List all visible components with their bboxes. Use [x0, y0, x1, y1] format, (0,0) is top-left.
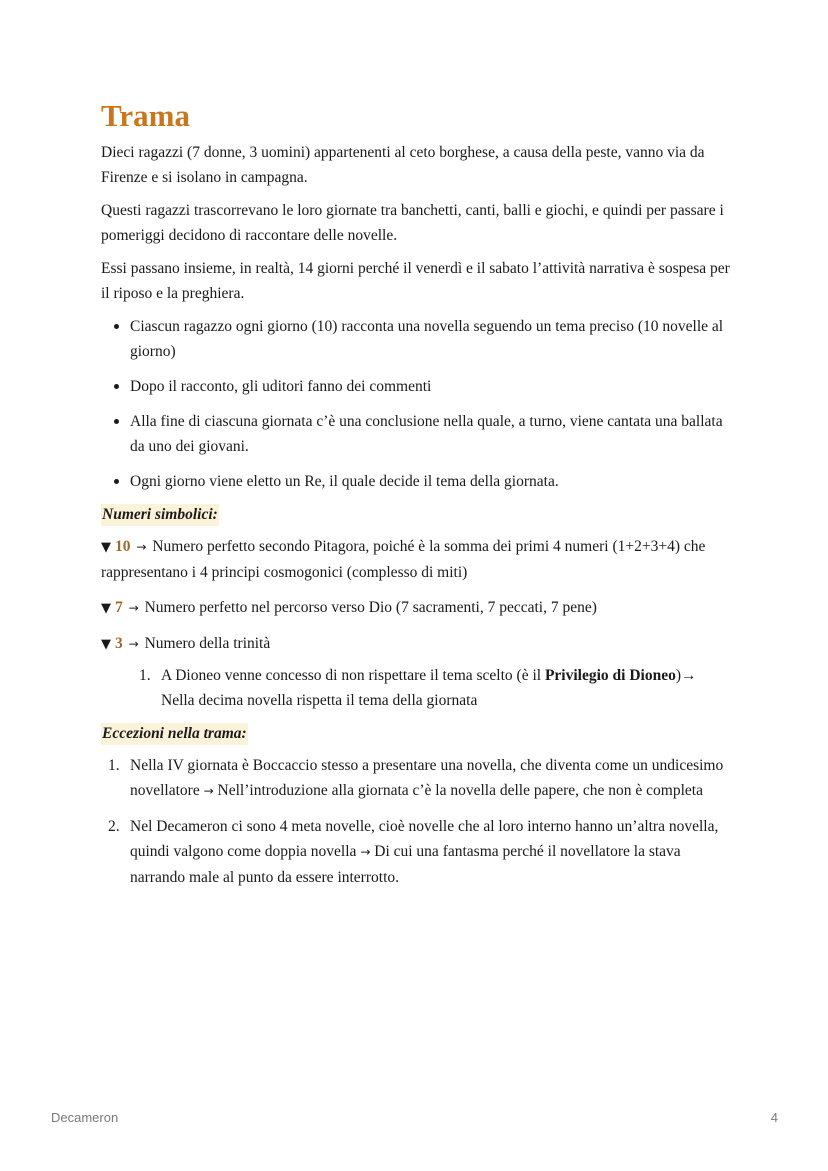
- footer-document-name: Decameron: [51, 1110, 119, 1125]
- arrow-icon: →: [360, 845, 371, 860]
- list-text: Nell’introduzione alla giornata c’è la novella delle papere, che non è completa: [213, 782, 703, 800]
- page-content: [101, 96, 731, 900]
- list-text: Nella IV giornata è Boccaccio stesso a presentare una novella, che diventa come un undicesimo novellatore: [130, 757, 724, 800]
- list-text: )→ Nella decima novella rispetta il tema della giornata: [161, 667, 697, 710]
- list-marker: 2.: [108, 818, 120, 836]
- toggle-triangle-icon[interactable]: ▼: [101, 601, 111, 617]
- toggle-triangle-icon[interactable]: ▼: [101, 540, 111, 556]
- footer-page-number: 4: [770, 1110, 778, 1125]
- toggle-number: 10: [115, 538, 131, 556]
- toggle-text: Numero perfetto nel percorso verso Dio (7 sacramenti, 7 peccati, 7 pene): [144, 599, 597, 617]
- list-item: [108, 753, 731, 804]
- bullet-list: [101, 314, 731, 494]
- list-item: [139, 663, 731, 713]
- list-text: Di cui una fantasma perché il novellatore la stava narrando male al punto da essere interrotto.: [130, 843, 681, 887]
- bullet-item: Alla fine di ciascuna giornata c’è una conclusione nella quale, a turno, viene cantata una ballata da uno dei giovani.: [130, 409, 731, 459]
- paragraph: Essi passano insieme, in realtà, 14 giorni perché il venerdì e il sabato l’attività narrativa è sospesa per il riposo e la preghiera.: [101, 260, 730, 303]
- nested-numbered-list: [101, 663, 731, 713]
- toggle-text: Numero della trinità: [144, 635, 271, 653]
- page-title: Trama: [101, 98, 190, 133]
- bullet-item: Ciascun ragazzo ogni giorno (10) racconta una novella seguendo un tema preciso (10 novelle al giorno): [130, 314, 731, 364]
- toggle-item-10[interactable]: [101, 534, 731, 585]
- section-heading-numeri-simbolici: Numeri simbolici:: [101, 504, 219, 526]
- toggle-triangle-icon[interactable]: ▼: [101, 637, 111, 653]
- list-marker: 1.: [108, 757, 120, 775]
- numbered-list: [101, 753, 731, 890]
- list-text: A Dioneo venne concesso di non rispettare il tema scelto (è il: [161, 667, 545, 685]
- bullet-item: Ogni giorno viene eletto un Re, il quale decide il tema della giornata.: [130, 469, 731, 494]
- arrow-icon: →: [128, 601, 139, 616]
- toggle-item-7[interactable]: [101, 595, 731, 621]
- bold-term: Privilegio di Dioneo: [544, 667, 676, 685]
- arrow-icon: →: [136, 540, 147, 555]
- toggle-text: Numero perfetto secondo Pitagora, poiché è la somma dei primi 4 numeri (1+2+3+4) che rappresentano i 4 principi cosmogonici (complesso di miti): [101, 538, 706, 582]
- list-item: [108, 814, 731, 890]
- bullet-item: Dopo il racconto, gli uditori fanno dei commenti: [130, 374, 731, 399]
- toggle-item-3[interactable]: [101, 631, 731, 657]
- paragraph: Questi ragazzi trascorrevano le loro giornate tra banchetti, canti, balli e giochi, e quindi per passare i pomeriggi decidono di raccontare delle novelle.: [101, 202, 724, 245]
- paragraph: Dieci ragazzi (7 donne, 3 uomini) appartenenti al ceto borghese, a causa della peste, vanno via da Firenze e si isolano in campagna.: [101, 144, 705, 187]
- arrow-icon: →: [128, 637, 139, 652]
- toggle-number: 7: [115, 599, 123, 617]
- list-marker: 1.: [139, 667, 151, 685]
- toggle-number: 3: [115, 635, 123, 653]
- section-heading-eccezioni: Eccezioni nella trama:: [101, 723, 248, 745]
- arrow-icon: →: [203, 784, 214, 799]
- list-text: Nel Decameron ci sono 4 meta novelle, cioè novelle che al loro interno hanno un’altra novella, quindi valgono come doppia novella: [130, 818, 719, 861]
